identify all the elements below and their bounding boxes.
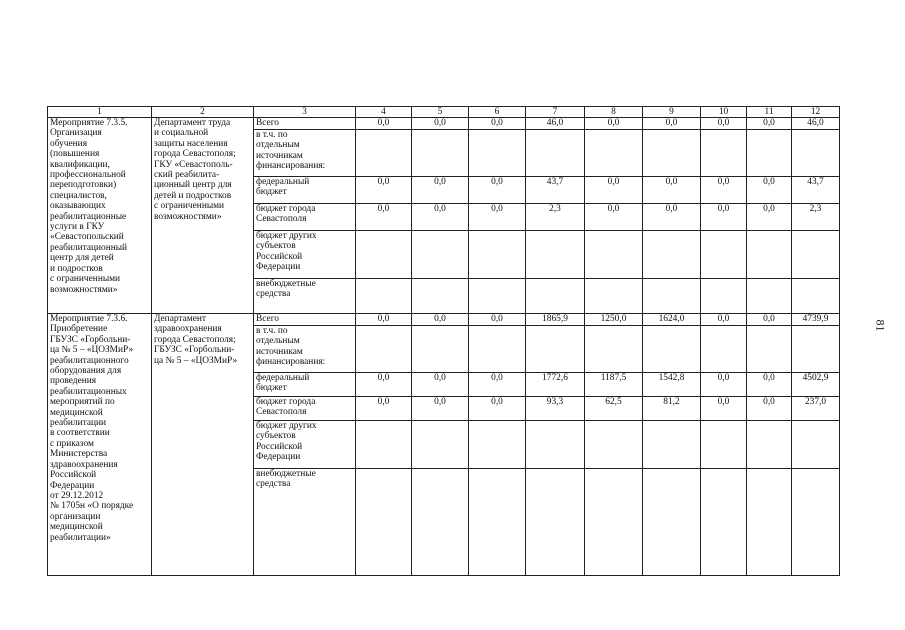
value-cell — [643, 421, 701, 469]
value-cell — [585, 326, 643, 373]
value-cell — [701, 326, 747, 373]
value-cell — [747, 469, 792, 576]
funding-source-cell: федеральный бюджет — [254, 177, 356, 204]
value-cell: 237,0 — [792, 397, 840, 421]
header-cell: 10 — [701, 107, 747, 118]
value-cell — [643, 326, 701, 373]
funding-source-cell: бюджет других субъектов Российской Федерации — [254, 231, 356, 279]
value-cell — [747, 326, 792, 373]
value-cell — [701, 130, 747, 177]
value-cell: 0,0 — [469, 177, 526, 204]
value-cell — [412, 326, 469, 373]
value-cell: 0,0 — [747, 118, 792, 130]
value-cell: 0,0 — [701, 314, 747, 326]
value-cell: 0,0 — [356, 397, 412, 421]
value-cell: 1542,8 — [643, 373, 701, 397]
value-cell: 0,0 — [356, 373, 412, 397]
value-cell — [585, 279, 643, 314]
value-cell: 0,0 — [412, 314, 469, 326]
value-cell: 4739,9 — [792, 314, 840, 326]
value-cell — [356, 421, 412, 469]
value-cell: 1624,0 — [643, 314, 701, 326]
value-cell: 0,0 — [356, 314, 412, 326]
funding-source-cell: бюджет других субъектов Российской Федерации — [254, 421, 356, 469]
value-cell: 46,0 — [792, 118, 840, 130]
page-number: 81 — [873, 319, 888, 332]
value-cell: 0,0 — [356, 204, 412, 231]
value-cell: 0,0 — [585, 118, 643, 130]
value-cell: 46,0 — [526, 118, 585, 130]
value-cell: 0,0 — [356, 177, 412, 204]
value-cell: 0,0 — [412, 397, 469, 421]
funding-source-cell: внебюджетные средства — [254, 279, 356, 314]
value-cell: 0,0 — [412, 204, 469, 231]
table-body — [48, 107, 840, 576]
value-cell — [356, 469, 412, 576]
value-cell — [412, 231, 469, 279]
value-cell: 0,0 — [643, 118, 701, 130]
value-cell: 0,0 — [585, 177, 643, 204]
value-cell — [585, 421, 643, 469]
value-cell: 0,0 — [469, 204, 526, 231]
value-cell — [792, 130, 840, 177]
value-cell: 1250,0 — [585, 314, 643, 326]
value-cell — [412, 421, 469, 469]
header-cell: 9 — [643, 107, 701, 118]
value-cell — [643, 469, 701, 576]
value-cell — [469, 279, 526, 314]
value-cell: 0,0 — [412, 118, 469, 130]
value-cell — [526, 421, 585, 469]
header-cell: 5 — [412, 107, 469, 118]
value-cell — [643, 279, 701, 314]
funding-source-cell: федеральный бюджет — [254, 373, 356, 397]
funding-source-cell: Всего — [254, 118, 356, 130]
value-cell: 0,0 — [469, 118, 526, 130]
value-cell: 43,7 — [792, 177, 840, 204]
value-cell: 0,0 — [412, 373, 469, 397]
executor-cell: Департамент труда и социальной защиты населения города Севастополя; ГКУ «Севастополь- ский реабилита- ционный центр для детей и подростков с ограниченными возможностями» — [152, 118, 254, 314]
value-cell — [747, 279, 792, 314]
value-cell — [585, 469, 643, 576]
funding-source-cell: внебюджетные средства — [254, 469, 356, 576]
header-cell: 6 — [469, 107, 526, 118]
header-cell: 12 — [792, 107, 840, 118]
value-cell — [356, 130, 412, 177]
value-cell: 0,0 — [747, 204, 792, 231]
value-cell: 2,3 — [792, 204, 840, 231]
value-cell — [526, 130, 585, 177]
value-cell: 1187,5 — [585, 373, 643, 397]
value-cell — [526, 469, 585, 576]
value-cell: 0,0 — [412, 177, 469, 204]
value-cell — [356, 279, 412, 314]
value-cell — [412, 130, 469, 177]
value-cell: 93,3 — [526, 397, 585, 421]
value-cell: 0,0 — [701, 373, 747, 397]
value-cell: 0,0 — [643, 204, 701, 231]
funding-source-cell: в т.ч. по отдельным источникам финансирования: — [254, 130, 356, 177]
value-cell — [701, 231, 747, 279]
executor-cell: Департамент здравоохранения города Севастополя; ГБУЗС «Горбольни- ца № 5 – «ЦОЗМиР» — [152, 314, 254, 576]
value-cell — [526, 326, 585, 373]
header-cell: 8 — [585, 107, 643, 118]
value-cell — [585, 231, 643, 279]
value-cell: 0,0 — [747, 314, 792, 326]
value-cell — [792, 279, 840, 314]
value-cell — [526, 279, 585, 314]
value-cell — [412, 279, 469, 314]
value-cell — [701, 421, 747, 469]
value-cell: 0,0 — [356, 118, 412, 130]
value-cell: 0,0 — [747, 397, 792, 421]
table-row — [48, 314, 840, 326]
value-cell: 0,0 — [701, 177, 747, 204]
header-cell: 3 — [254, 107, 356, 118]
value-cell: 0,0 — [585, 204, 643, 231]
value-cell: 0,0 — [747, 177, 792, 204]
value-cell: 0,0 — [469, 314, 526, 326]
value-cell — [356, 326, 412, 373]
value-cell — [792, 421, 840, 469]
header-cell: 7 — [526, 107, 585, 118]
value-cell — [469, 130, 526, 177]
value-cell: 0,0 — [747, 373, 792, 397]
value-cell — [643, 130, 701, 177]
funding-table — [47, 106, 840, 576]
value-cell: 0,0 — [701, 204, 747, 231]
value-cell: 81,2 — [643, 397, 701, 421]
header-cell: 4 — [356, 107, 412, 118]
value-cell — [701, 279, 747, 314]
value-cell: 0,0 — [701, 397, 747, 421]
measure-cell: Мероприятие 7.3.5. Организация обучения (повышения квалификации, профессиональной переподготовки) специалистов, оказывающих реабилитационные услуги в ГКУ «Севастопольский реабилитационный центр для детей и подростков с ограниченными возможностями» — [48, 118, 152, 314]
value-cell — [469, 469, 526, 576]
value-cell — [585, 130, 643, 177]
value-cell — [792, 326, 840, 373]
value-cell — [469, 231, 526, 279]
value-cell: 0,0 — [701, 118, 747, 130]
value-cell: 4502,9 — [792, 373, 840, 397]
funding-source-cell: бюджет города Севастополя — [254, 204, 356, 231]
value-cell: 1865,9 — [526, 314, 585, 326]
header-cell: 1 — [48, 107, 152, 118]
value-cell: 1772,6 — [526, 373, 585, 397]
value-cell: 43,7 — [526, 177, 585, 204]
value-cell — [356, 231, 412, 279]
measure-cell: Мероприятие 7.3.6. Приобретение ГБУЗС «Горбольни- ца № 5 – «ЦОЗМиР» реабилитационного оборудования для проведения реабилитационных мероприятий по медицинской реабилитации в соответствии с приказом Министерства здравоохранения Российской Федерации от 29.12.2012 № 1705н «О порядке организации медицинской реабилитации» — [48, 314, 152, 576]
value-cell: 62,5 — [585, 397, 643, 421]
header-row — [48, 107, 840, 118]
value-cell — [469, 421, 526, 469]
value-cell — [792, 231, 840, 279]
value-cell: 0,0 — [643, 177, 701, 204]
value-cell — [526, 231, 585, 279]
value-cell — [792, 469, 840, 576]
value-cell — [747, 231, 792, 279]
table-row — [48, 118, 840, 130]
funding-source-cell: в т.ч. по отдельным источникам финансирования: — [254, 326, 356, 373]
value-cell: 0,0 — [469, 373, 526, 397]
value-cell: 2,3 — [526, 204, 585, 231]
value-cell — [412, 469, 469, 576]
value-cell — [747, 130, 792, 177]
funding-source-cell: Всего — [254, 314, 356, 326]
value-cell: 0,0 — [469, 397, 526, 421]
value-cell — [643, 231, 701, 279]
funding-source-cell: бюджет города Севастополя — [254, 397, 356, 421]
header-cell: 2 — [152, 107, 254, 118]
value-cell — [469, 326, 526, 373]
value-cell — [747, 421, 792, 469]
header-cell: 11 — [747, 107, 792, 118]
value-cell — [701, 469, 747, 576]
